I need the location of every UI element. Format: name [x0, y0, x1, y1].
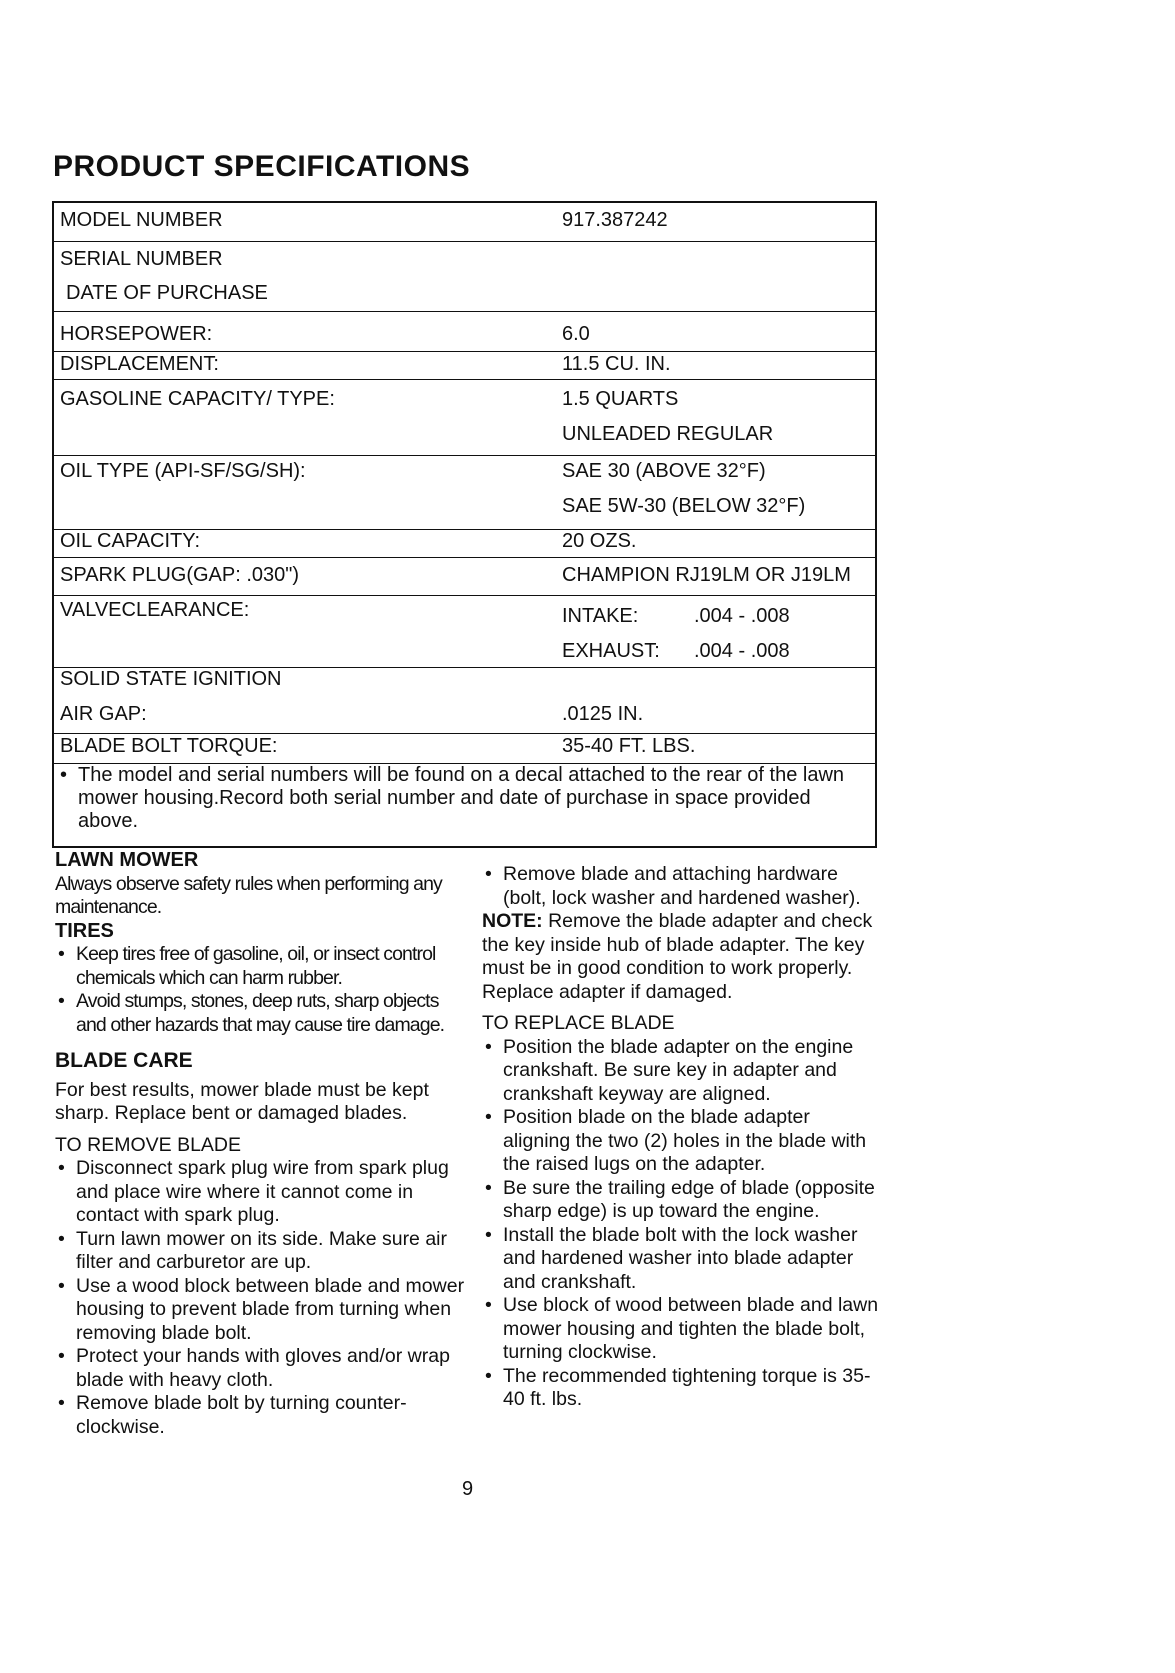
note-text: Remove the blade adapter and check the key inside hub of blade adapter. The key must be in good condition to work properly. Replace adapter if damaged.: [482, 910, 873, 1003]
spec-label: DISPLACEMENT:: [60, 353, 219, 375]
spec-label: OIL CAPACITY:: [60, 530, 201, 552]
spec-label: AIR GAP:: [60, 703, 147, 725]
spec-row-gasoline: [54, 379, 875, 455]
spec-value: 917.387242: [562, 209, 668, 231]
spec-value: UNLEADED REGULAR: [562, 423, 774, 445]
list-item: • Disconnect spark plug wire from spark plug and place wire where it cannot come in contact with spark plug.: [55, 1157, 465, 1228]
spec-value: SAE 30 (ABOVE 32°F): [562, 460, 766, 482]
spec-label: SERIAL NUMBER: [60, 248, 223, 270]
spec-row-blade-torque: [54, 733, 875, 763]
spec-label: OIL TYPE (API-SF/SG/SH):: [60, 460, 306, 482]
spec-row-ignition: [54, 667, 875, 733]
spec-value: 20 OZS.: [562, 530, 637, 552]
spec-row-oil-type: [54, 455, 875, 529]
right-column: [482, 863, 882, 1412]
list-item: • Position blade on the blade adapter aligning the two (2) holes in the blade with the raised lugs on the adapter.: [482, 1106, 882, 1177]
spec-value: .0125 IN.: [562, 703, 644, 725]
list-item: • Protect your hands with gloves and/or wrap blade with heavy cloth.: [55, 1345, 465, 1392]
spec-value: INTAKE:: [562, 605, 639, 627]
spec-value: CHAMPION RJ19LM OR J19LM: [562, 564, 851, 586]
spec-value: 6.0: [562, 323, 590, 345]
spec-value: SAE 5W-30 (BELOW 32°F): [562, 495, 806, 517]
spec-label: BLADE BOLT TORQUE:: [60, 735, 278, 757]
spec-label: SOLID STATE IGNITION: [60, 668, 282, 690]
remove-blade-list: [55, 1157, 465, 1439]
list-item: • Install the blade bolt with the lock washer and hardened washer into blade adapter and crankshaft.: [482, 1224, 882, 1295]
paragraph: Always observe safety rules when performing any maintenance.: [55, 872, 442, 918]
page-title: PRODUCT SPECIFICATIONS: [53, 150, 471, 183]
note-paragraph: [482, 910, 882, 1004]
spec-value: 35-40 FT. LBS.: [562, 735, 696, 757]
spec-label: GASOLINE CAPACITY/ TYPE:: [60, 388, 335, 410]
replace-blade-list: [482, 1036, 882, 1412]
spec-note-text: The model and serial numbers will be found on a decal attached to the rear of the lawn mower housing.Record both serial number and date of purchase in space provided above.: [78, 764, 845, 832]
spec-label: MODEL NUMBER: [60, 209, 223, 231]
spec-value: .004 - .008: [694, 640, 790, 662]
remove-blade-list-continued: [482, 863, 882, 910]
paragraph: For best results, mower blade must be kept sharp. Replace bent or damaged blades.: [55, 1078, 429, 1124]
spec-note: [60, 764, 870, 833]
tires-list: [55, 943, 465, 1037]
list-item: • Turn lawn mower on its side. Make sure air filter and carburetor are up.: [55, 1228, 465, 1275]
spec-label: HORSEPOWER:: [60, 323, 213, 345]
spec-label: VALVECLEARANCE:: [60, 599, 250, 621]
spec-label: SPARK PLUG(GAP: .030"): [60, 564, 300, 586]
spec-row-valve-clearance: [54, 595, 875, 667]
spec-value: EXHAUST:: [562, 640, 660, 662]
subheading-remove-blade: TO REMOVE BLADE: [55, 1133, 242, 1156]
list-item: • Use a wood block between blade and mower housing to prevent blade from turning when removing blade bolt.: [55, 1275, 465, 1346]
spec-row-model: [54, 203, 875, 241]
spec-row-spark-plug: [54, 557, 875, 595]
specifications-table: [52, 201, 877, 848]
bullet-icon: •: [60, 764, 68, 786]
spec-value: 1.5 QUARTS: [562, 388, 679, 410]
page-number: 9: [462, 1478, 474, 1500]
list-item: • Position the blade adapter on the engine crankshaft. Be sure key in adapter and crankshaft keyway are aligned.: [482, 1036, 882, 1107]
list-item: • Be sure the trailing edge of blade (opposite sharp edge) is up toward the engine.: [482, 1177, 882, 1224]
list-item: • Remove blade and attaching hardware (bolt, lock washer and hardened washer).: [482, 863, 882, 910]
spec-row-displacement: [54, 351, 875, 379]
list-item: • Avoid stumps, stones, deep ruts, sharp objects and other hazards that may cause tire damage.: [55, 990, 465, 1037]
note-label: NOTE:: [482, 910, 543, 932]
list-item: • Remove blade bolt by turning counter-clockwise.: [55, 1392, 465, 1439]
list-item: • Use block of wood between blade and lawn mower housing and tighten the blade bolt, turning clockwise.: [482, 1294, 882, 1365]
subheading-replace-blade: TO REPLACE BLADE: [482, 1012, 675, 1034]
spec-value: 11.5 CU. IN.: [562, 353, 671, 375]
spec-row-serial: [54, 241, 875, 311]
spec-row-oil-capacity: [54, 529, 875, 557]
list-item: • Keep tires free of gasoline, oil, or insect control chemicals which can harm rubber.: [55, 943, 465, 990]
spec-label: DATE OF PURCHASE: [66, 282, 268, 304]
left-column: [55, 849, 465, 1439]
spec-row-horsepower: [54, 311, 875, 351]
section-heading-tires: TIRES: [55, 919, 114, 942]
section-heading-blade-care: BLADE CARE: [55, 1049, 193, 1072]
spec-note-row: [54, 763, 875, 848]
list-item: • The recommended tightening torque is 35-40 ft. lbs.: [482, 1365, 882, 1412]
spec-value: .004 - .008: [694, 605, 790, 627]
section-heading-lawn-mower: LAWN MOWER: [55, 849, 199, 871]
